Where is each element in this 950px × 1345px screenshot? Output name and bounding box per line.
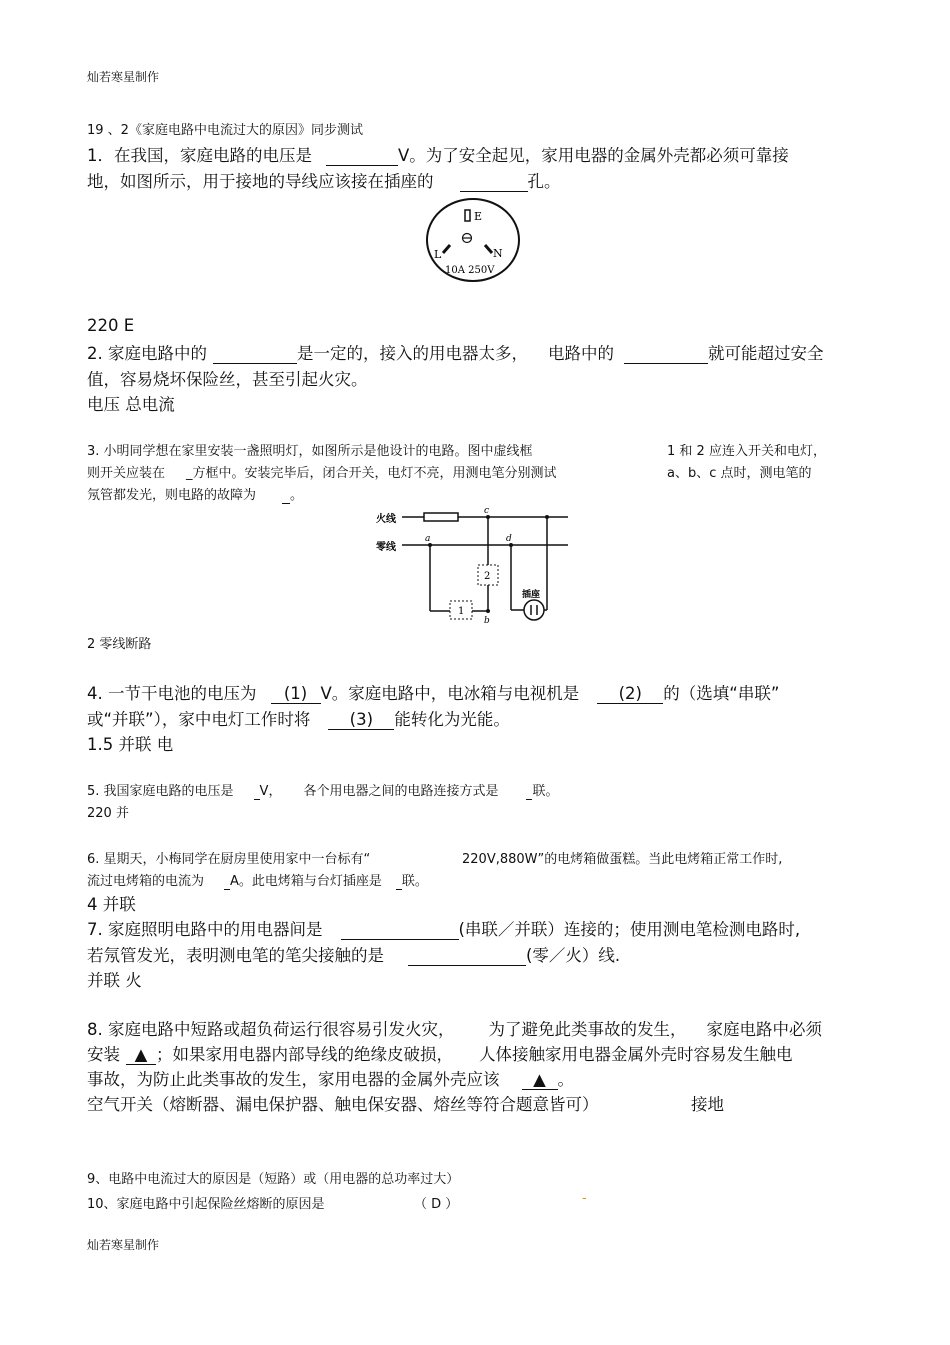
q8-line2: 安装 ▲ ；如果家用电器内部导线的绝缘皮破损， 人体接触家用电器金属外壳时容易发生触电 xyxy=(87,1045,793,1064)
socket-label-l: L xyxy=(434,248,442,261)
q7-blank-1[interactable] xyxy=(341,920,459,940)
q4-blank-1[interactable]: (1) xyxy=(271,684,321,704)
socket-label-e: E xyxy=(474,210,483,223)
q6-line1b: 220V,880W”的电烤箱做蛋糕。当此电烤箱正常工作时, xyxy=(462,852,783,867)
q9-line: 9、电路中电流过大的原因是（短路）或（用电器的总功率过大） xyxy=(87,1172,460,1187)
point-a-label: a xyxy=(425,534,431,544)
q5-line: 5. 我国家庭电路的电压是 V， 各个用电器之间的电路连接方式是 联。 xyxy=(87,784,559,799)
point-d-label: d xyxy=(506,534,512,544)
q4-blank-2[interactable]: (2) xyxy=(597,684,663,704)
point-b-label: b xyxy=(484,616,490,625)
q2-blank-2[interactable] xyxy=(624,344,708,364)
q3-line3: 氖管都发光，则电路的故障为 。 xyxy=(87,488,304,503)
socket-live-slot xyxy=(443,245,450,253)
q8-blank-1[interactable]: ▲ xyxy=(126,1045,156,1065)
q4-answer: 1.5 并联 电 xyxy=(87,735,174,754)
q7-blank-2[interactable] xyxy=(408,946,526,966)
socket-icon xyxy=(524,600,544,620)
q6-line2: 流过电烤箱的电流为 A。此电烤箱与台灯插座是 联。 xyxy=(87,874,428,889)
socket-label: 插座 xyxy=(522,590,541,600)
q2-blank-1[interactable] xyxy=(213,344,297,364)
q8-blank-2[interactable]: ▲ xyxy=(522,1070,558,1090)
q8-line3: 事故，为防止此类事故的发生，家用电器的金属外壳应该 ▲ 。 xyxy=(87,1070,574,1089)
q8-answer: 空气开关（熔断器、漏电保护器、触电保安器、熔丝等符合题意皆可） xyxy=(87,1095,599,1114)
q3-line2b: _方框中。安装完毕后，闭合开关，电灯不亮，用测电笔分别测试 xyxy=(186,466,557,481)
footer-maker: 灿若寒星制作 xyxy=(87,1238,160,1252)
q7-line1: 7. 家庭照明电路中的用电器间是 (串联／并联）连接的；使用测电笔检测电路时, xyxy=(87,920,801,939)
label-live-wire: 火线 xyxy=(376,514,396,525)
box-2-label: 2 xyxy=(484,571,491,582)
q3-line1a: 3. 小明同学想在家里安装一盏照明灯，如图所示是他设计的电路。图中虚线框 xyxy=(87,444,533,459)
circuit-diagram xyxy=(372,505,572,625)
q3-blank[interactable] xyxy=(282,488,290,504)
socket-label-n: N xyxy=(493,247,503,260)
q6-line1a: 6. 星期天，小梅同学在厨房里使用家中一台标有“ xyxy=(87,852,371,867)
q10-line: 10、家庭电路中引起保险丝熔断的原因是 xyxy=(87,1197,325,1212)
q6-answer: 4 并联 xyxy=(87,895,136,914)
socket-diagram xyxy=(423,196,523,286)
q1-blank-2[interactable] xyxy=(460,172,528,192)
q1-blank-1[interactable] xyxy=(326,146,398,166)
q10-answer: （ D ） xyxy=(414,1197,459,1212)
q2-line2: 值，容易烧坏保险丝，甚至引起火灾。 xyxy=(87,370,368,389)
q10-dot: - xyxy=(582,1191,587,1206)
q3-line2a: 则开关应装在 xyxy=(87,466,166,481)
q3-line1b: 1 和 2 应连入开关和电灯， xyxy=(667,444,826,459)
q7-answer: 并联 火 xyxy=(87,971,142,990)
q1-answer: 220 E xyxy=(87,316,135,335)
q4-line1: 4. 一节干电池的电压为 (1) V。家庭电路中，电冰箱与电视机是 (2) 的（选填“串联” xyxy=(87,684,780,703)
q5-answer: 220 并 xyxy=(87,806,129,821)
socket-rating: 10A 250V xyxy=(445,265,495,276)
q2-answer: 电压 总电流 xyxy=(87,395,175,414)
socket-earth-slot xyxy=(465,210,470,221)
point-c-label: c xyxy=(484,506,490,516)
header-maker: 灿若寒星制作 xyxy=(87,70,160,84)
socket-neutral-slot xyxy=(485,245,492,253)
q3-answer: 2 零线断路 xyxy=(87,637,152,652)
q4-line2: 或“并联”），家中电灯工作时将 (3) 能转化为光能。 xyxy=(87,710,510,729)
q8-answer-2: 接地 xyxy=(691,1095,724,1114)
q1-line2: 地，如图所示，用于接地的导线应该接在插座的 孔。 xyxy=(87,172,561,191)
page-title: 19 、2《家庭电路中电流过大的原因》同步测试 xyxy=(87,123,363,138)
q7-line2: 若氖管发光，表明测电笔的笔尖接触的是 (零／火）线. xyxy=(87,946,621,965)
box-1-label: 1 xyxy=(458,606,465,617)
q2-line1: 2. 家庭电路中的 是一定的，接入的用电器太多， 电路中的 就可能超过安全 xyxy=(87,344,824,363)
label-neutral-wire: 零线 xyxy=(376,542,396,553)
q4-blank-3[interactable]: (3) xyxy=(328,710,394,730)
q3-line2c: a、b、c 点时，测电笔的 xyxy=(667,466,812,481)
fuse-icon xyxy=(424,513,458,521)
q1-line1: 1．在我国，家庭电路的电压是 V。为了安全起见，家用电器的金属外壳都必须可靠接 xyxy=(87,146,789,165)
q8-line1: 8. 家庭电路中短路或超负荷运行很容易引发火灾， 为了避免此类事故的发生， 家庭电路中必须 xyxy=(87,1020,822,1039)
